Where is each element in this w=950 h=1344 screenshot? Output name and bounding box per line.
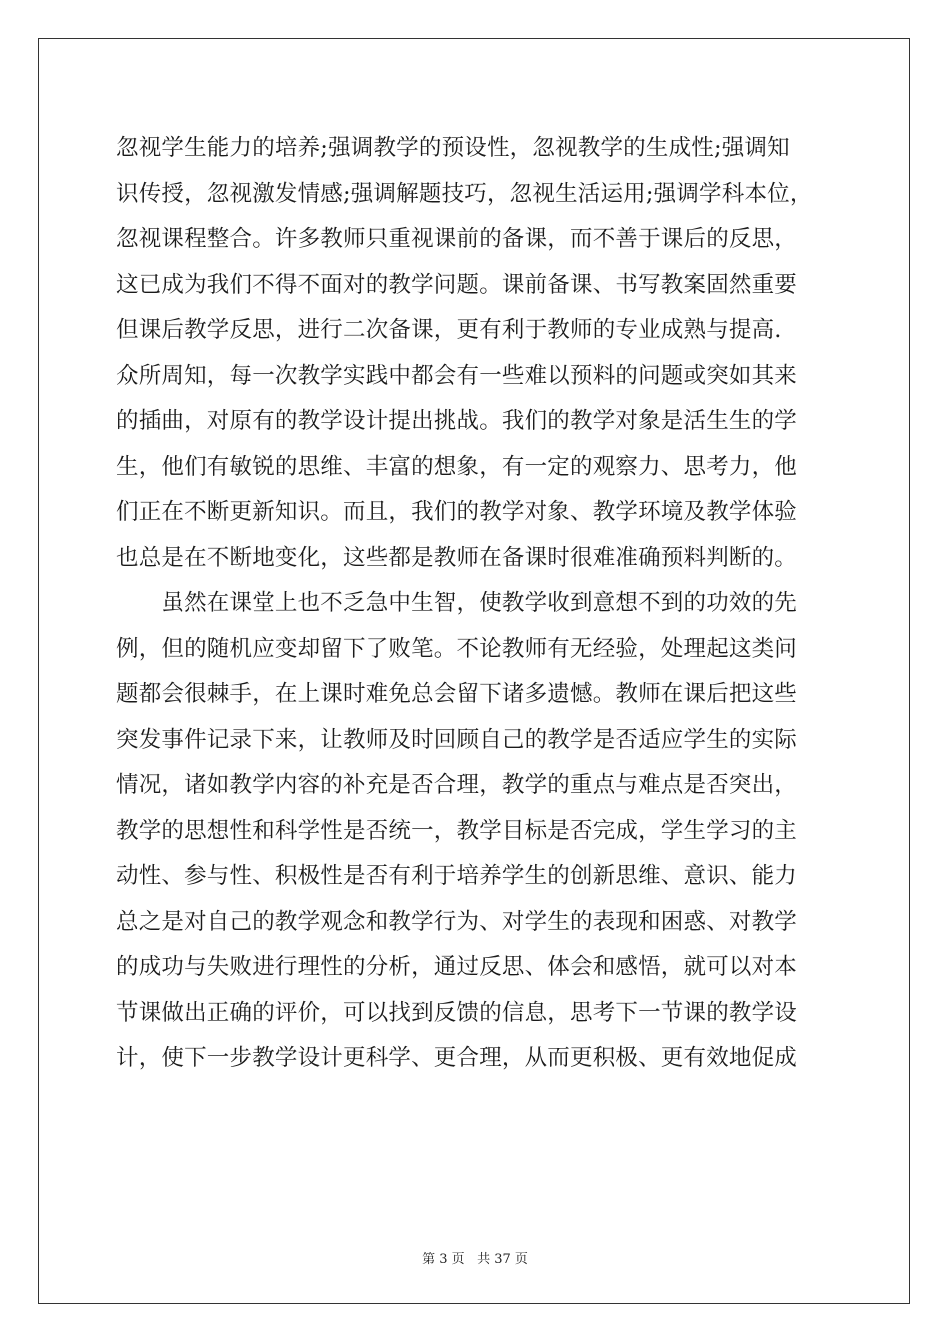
text-line: 的插曲，对原有的教学设计提出挑战。我们的教学对象是活生生的学: [116, 408, 798, 434]
text-line: 例，但的随机应变却留下了败笔。不论教师有无经验，处理起这类问: [116, 635, 798, 662]
text-line: 也总是在不断地变化，这些都是教师在备课时很难准确预料判断的。: [116, 544, 798, 571]
text-line: 节课做出正确的评价，可以找到反馈的信息，思考下一节课的教学设: [116, 999, 798, 1026]
text-line: 动性、参与性、积极性是否有利于培养学生的创新思维、意识、能力: [116, 863, 798, 889]
text-line: 突发事件记录下来，让教师及时回顾自己的教学是否适应学生的实际: [116, 726, 798, 753]
text-line: 们正在不断更新知识。而且，我们的教学对象、教学环境及教学体验: [116, 499, 798, 525]
body-text: [116, 126, 834, 1082]
text-line: 题都会很棘手，在上课时难免总会留下诸多遗憾。教师在课后把这些: [116, 681, 798, 707]
text-line: 计，使下一步教学设计更科学、更合理，从而更积极、更有效地促成: [116, 1045, 798, 1071]
text-line: 这已成为我们不得不面对的教学问题。课前备课、书写教案固然重要: [116, 271, 798, 298]
text-line: 众所周知，每一次教学实践中都会有一些难以预料的问题或突如其来: [116, 362, 798, 389]
page-footer: [0, 1248, 950, 1267]
text-line: 忽视课程整合。许多教师只重视课前的备课，而不善于课后的反思，: [116, 226, 798, 252]
text-line: 但课后教学反思，进行二次备课，更有利于教师的专业成熟与提高.: [116, 317, 782, 343]
text-line: 忽视学生能力的培养;强调教学的预设性，忽视教学的生成性;强调知: [116, 135, 790, 161]
text-line: 情况，诸如教学内容的补充是否合理，教学的重点与难点是否突出，: [116, 772, 798, 798]
text-line: 总之是对自己的教学观念和教学行为、对学生的表现和困惑、对教学: [116, 908, 798, 935]
page-number: 第 3 页: [422, 1252, 465, 1267]
page-total: 共 37 页: [477, 1252, 528, 1267]
text-line: 的成功与失败进行理性的分析，通过反思、体会和感悟，就可以对本: [116, 954, 798, 980]
text-line: 生，他们有敏锐的思维、丰富的想象，有一定的观察力、思考力，他: [116, 453, 798, 480]
text-line: 虽然在课堂上也不乏急中生智，使教学收到意想不到的功效的先: [116, 590, 798, 616]
text-line: 识传授，忽视激发情感;强调解题技巧，忽视生活运用;强调学科本位，: [116, 180, 813, 207]
text-line: 教学的思想性和科学性是否统一，教学目标是否完成，学生学习的主: [116, 817, 798, 844]
